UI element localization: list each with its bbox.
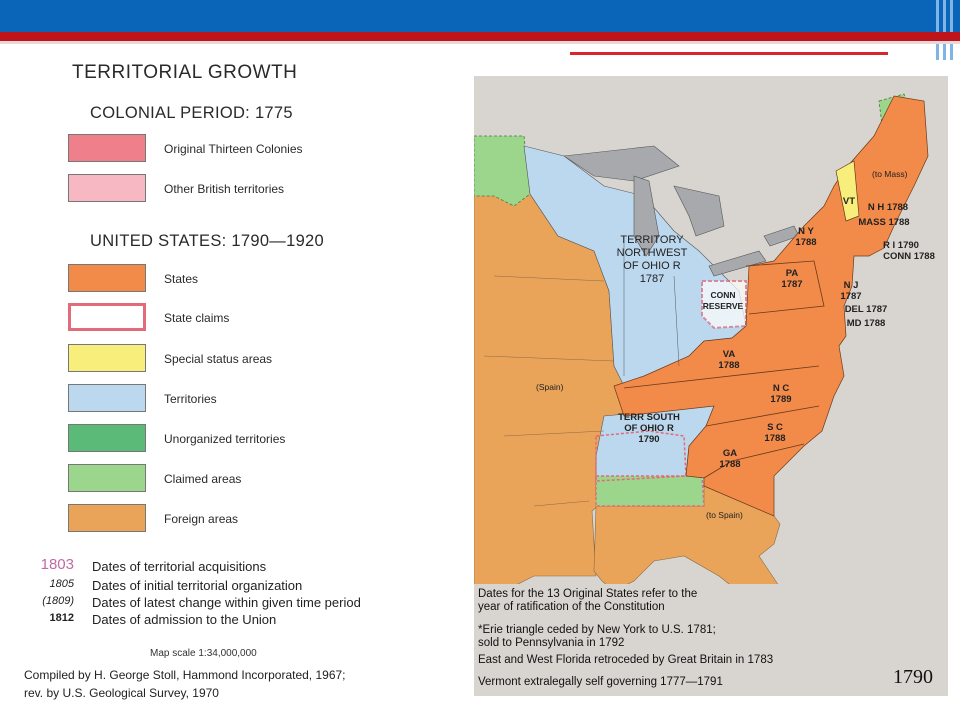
header-red-band (0, 32, 960, 41)
label-states: States (164, 272, 199, 286)
swatch-state-claims (68, 303, 146, 331)
header-bar (0, 0, 960, 32)
text-acquisitions: Dates of territorial acquisitions (92, 559, 267, 574)
label-terr-south: TERR SOUTH OF OHIO R 1790 (618, 412, 680, 445)
label-special-status: Special status areas (164, 352, 273, 366)
label-nc: N C 1789 (770, 383, 792, 405)
year-key-admission (0, 612, 460, 628)
swatch-territories (68, 384, 146, 412)
label-state-claims: State claims (164, 311, 230, 325)
map-legend (0, 58, 460, 720)
label-md: MD 1788 (846, 318, 886, 329)
label-pa: PA 1787 (781, 268, 803, 290)
label-ga: GA 1788 (719, 448, 741, 470)
label-territory-northwest: TERRITORY NORTHWEST OF OHIO R 1787 (616, 234, 688, 285)
label-vt: VT (842, 196, 856, 207)
label-original-colonies: Original Thirteen Colonies (164, 142, 303, 156)
year-key-acquisitions (0, 556, 460, 575)
label-foreign: Foreign areas (164, 512, 239, 526)
text-organization: Dates of initial territorial organization (92, 578, 303, 593)
label-claimed: Claimed areas (164, 472, 242, 486)
label-ny: N Y 1788 (795, 226, 817, 248)
label-to-mass: (to Mass) (872, 169, 908, 179)
header-accent-line (570, 52, 888, 55)
text-latest-change: Dates of latest change within given time period (92, 595, 361, 610)
year-acquisitions: 1803 (40, 556, 74, 573)
label-territories: Territories (164, 392, 217, 406)
label-sc: S C 1788 (764, 422, 786, 444)
credit-line-2: rev. by U.S. Geological Survey, 1970 (24, 686, 219, 700)
label-nj: N J 1787 (840, 280, 862, 302)
label-ri: R I 1790 (883, 240, 919, 251)
year-admission: 1812 (49, 612, 74, 624)
header-stripes (932, 0, 960, 60)
label-conn-reserve: CONN RESERVE (702, 290, 744, 311)
label-mass: MASS 1788 (858, 217, 910, 228)
label-unorganized: Unorganized territories (164, 432, 286, 446)
swatch-special-status (68, 344, 146, 372)
colonial-heading: COLONIAL PERIOD: 1775 (90, 104, 293, 122)
year-key-latest-change (0, 595, 460, 611)
label-to-spain: (to Spain) (706, 510, 743, 520)
legend-title: TERRITORIAL GROWTH (72, 62, 298, 83)
year-organization: 1805 (49, 578, 74, 590)
note-line-5: East and West Florida retroceded by Great Britain in 1783 (478, 654, 774, 666)
year-key-organization (0, 578, 460, 594)
swatch-claimed (68, 464, 146, 492)
swatch-foreign (68, 504, 146, 532)
note-line-6: Vermont extralegally self governing 1777—1791 (478, 676, 723, 688)
credit-line-1: Compiled by H. George Stoll, Hammond Incorporated, 1967; (24, 668, 346, 682)
label-va: VA 1788 (718, 349, 740, 371)
note-line-1: Dates for the 13 Original States refer to the (478, 588, 698, 600)
swatch-other-british (68, 174, 146, 202)
label-conn: CONN 1788 (883, 251, 935, 262)
label-spain: (Spain) (536, 382, 564, 392)
note-line-4: sold to Pennsylvania in 1792 (478, 637, 625, 649)
label-nh: N H 1788 (867, 202, 909, 213)
swatch-states (68, 264, 146, 292)
note-line-3: *Erie triangle ceded by New York to U.S. 1781; (478, 624, 716, 636)
text-admission: Dates of admission to the Union (92, 612, 277, 627)
header-red-shadow (0, 41, 960, 44)
label-del: DEL 1787 (844, 304, 888, 315)
map-scale: Map scale 1:34,000,000 (150, 648, 257, 659)
swatch-unorganized (68, 424, 146, 452)
us-heading: UNITED STATES: 1790—1920 (90, 232, 325, 250)
map-year: 1790 (893, 666, 933, 688)
swatch-original-colonies (68, 134, 146, 162)
label-other-british: Other British territories (164, 182, 285, 196)
note-line-2: year of ratification of the Constitution (478, 601, 665, 613)
year-latest-change: (1809) (42, 595, 74, 607)
